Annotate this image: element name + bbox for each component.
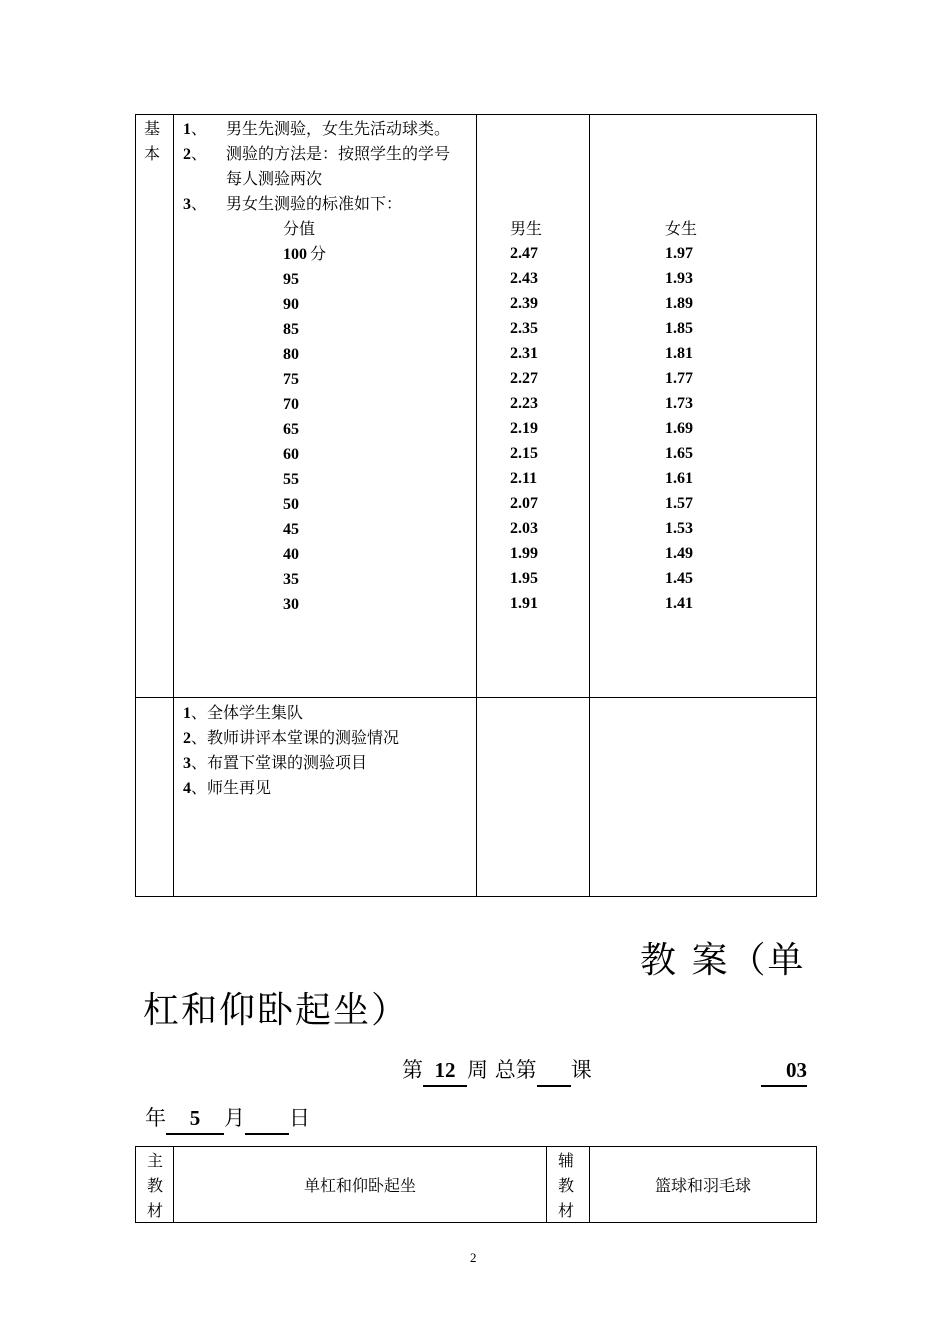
mat-divider-2 [546, 1146, 547, 1223]
item-number: 3 [183, 196, 191, 213]
table-border-left [135, 114, 136, 897]
header-female: 女生 [665, 219, 698, 238]
main-material-label-char: 主 [147, 1151, 164, 1170]
score-cell [283, 516, 299, 541]
score-value: 90 [283, 296, 299, 313]
aux-material-label-char: 教 [558, 1176, 575, 1195]
male-value: 2.47 [510, 245, 538, 262]
item-text: 师生再见 [207, 778, 272, 797]
score-cell [283, 266, 299, 291]
item-number: 3 [183, 755, 191, 772]
item-number: 2 [183, 730, 191, 747]
score-cell [283, 441, 299, 466]
score-value: 85 [283, 321, 299, 338]
page-title-line1: 教 案（单 [640, 940, 806, 981]
label-yue: 月 [224, 1106, 245, 1130]
item-number: 1 [183, 121, 191, 138]
section-label-char: 基 [144, 119, 161, 138]
female-value: 1.41 [665, 595, 693, 612]
label-zongdi: 总第 [494, 1058, 537, 1082]
male-value: 2.07 [510, 495, 538, 512]
page-number: 2 [470, 1250, 477, 1265]
score-value: 30 [283, 596, 299, 613]
item-sep: 、 [191, 194, 208, 213]
male-value: 2.31 [510, 345, 538, 362]
section-label-char: 本 [144, 144, 161, 163]
item-text: 男女生测验的标准如下： [226, 194, 403, 213]
female-value: 1.89 [665, 295, 693, 312]
score-value: 80 [283, 346, 299, 363]
mat-border-bottom [135, 1222, 817, 1223]
score-unit: 分 [310, 244, 327, 263]
list-item [183, 700, 303, 725]
female-value: 1.93 [665, 270, 693, 287]
male-value: 2.35 [510, 320, 538, 337]
label-zhou: 周 [467, 1058, 488, 1082]
female-value: 1.61 [665, 470, 693, 487]
score-cell [283, 241, 326, 266]
score-cell [283, 591, 299, 616]
score-cell [283, 566, 299, 591]
main-material-value: 单杠和仰卧起坐 [303, 1176, 416, 1195]
female-value: 1.57 [665, 495, 693, 512]
item-sep: 、 [191, 753, 208, 772]
list-item [183, 116, 207, 141]
score-value: 50 [283, 496, 299, 513]
mat-border-top [135, 1146, 817, 1147]
page-title-line2: 杠和仰卧起坐） [143, 990, 410, 1031]
female-value: 1.77 [665, 370, 693, 387]
week-value: 12 [423, 1055, 467, 1087]
lesson-value [537, 1055, 571, 1087]
male-value: 2.15 [510, 445, 538, 462]
score-value: 35 [283, 571, 299, 588]
male-value: 1.91 [510, 595, 538, 612]
male-value: 1.99 [510, 545, 538, 562]
header-score: 分值 [283, 219, 316, 238]
male-value: 2.43 [510, 270, 538, 287]
item-text: 布置下堂课的测验项目 [207, 753, 368, 772]
male-value: 2.03 [510, 520, 538, 537]
label-nian: 年 [145, 1106, 166, 1130]
table-col-divider-2 [476, 114, 477, 897]
table-col-divider-3 [589, 114, 590, 897]
label-ri: 日 [289, 1106, 310, 1130]
male-value: 2.19 [510, 420, 538, 437]
female-value: 1.49 [665, 545, 693, 562]
female-value: 1.85 [665, 320, 693, 337]
female-value: 1.81 [665, 345, 693, 362]
item-text: 每人测验两次 [226, 169, 323, 188]
item-number: 2 [183, 146, 191, 163]
item-number: 1 [183, 705, 191, 722]
male-value: 2.27 [510, 370, 538, 387]
female-value: 1.45 [665, 570, 693, 587]
score-cell [283, 491, 299, 516]
score-value: 75 [283, 371, 299, 388]
date-line [145, 1103, 310, 1135]
week-line [402, 1055, 592, 1087]
main-material-label-char: 教 [147, 1176, 164, 1195]
score-cell [283, 341, 299, 366]
female-value: 1.65 [665, 445, 693, 462]
label-ke: 课 [570, 1058, 592, 1082]
header-male: 男生 [510, 219, 543, 238]
item-sep: 、 [191, 144, 208, 163]
item-text: 男生先测验，女生先活动球类。 [226, 119, 451, 138]
item-sep: 、 [191, 778, 208, 797]
score-cell [283, 466, 299, 491]
item-sep: 、 [191, 728, 208, 747]
score-value: 65 [283, 421, 299, 438]
score-value: 40 [283, 546, 299, 563]
male-value: 2.23 [510, 395, 538, 412]
list-item [183, 141, 207, 166]
female-value: 1.53 [665, 520, 693, 537]
aux-material-label-char: 辅 [558, 1151, 575, 1170]
list-item [183, 191, 207, 216]
table-col-divider-1 [173, 114, 174, 897]
item-text: 全体学生集队 [207, 703, 304, 722]
aux-material-value: 篮球和羽毛球 [654, 1176, 751, 1195]
item-text: 教师讲评本堂课的测验情况 [207, 728, 400, 747]
aux-material-label-char: 材 [558, 1201, 575, 1220]
list-item [183, 775, 271, 800]
score-cell [283, 416, 299, 441]
mat-border-right [816, 1146, 817, 1223]
score-value: 60 [283, 446, 299, 463]
table-border-right [816, 114, 817, 897]
male-value: 2.39 [510, 295, 538, 312]
year-value: 03 [761, 1055, 807, 1087]
female-value: 1.73 [665, 395, 693, 412]
score-value: 45 [283, 521, 299, 538]
item-sep: 、 [191, 119, 208, 138]
score-cell [283, 391, 299, 416]
score-cell [283, 291, 299, 316]
month-value: 5 [166, 1103, 224, 1135]
item-sep: 、 [191, 703, 208, 722]
female-value: 1.69 [665, 420, 693, 437]
score-value: 70 [283, 396, 299, 413]
male-value: 2.11 [510, 470, 538, 487]
mat-border-left [135, 1146, 136, 1223]
item-number: 4 [183, 780, 191, 797]
score-cell [283, 316, 299, 341]
male-value: 1.95 [510, 570, 538, 587]
score-value: 100 [283, 246, 307, 263]
day-value [245, 1103, 289, 1135]
score-cell [283, 541, 299, 566]
label-di: 第 [402, 1058, 423, 1082]
list-item [183, 725, 399, 750]
year-line [761, 1055, 807, 1087]
main-material-label-char: 材 [147, 1201, 164, 1220]
score-value: 55 [283, 471, 299, 488]
score-cell [283, 366, 299, 391]
item-text: 测验的方法是：按照学生的学号 [226, 144, 451, 163]
list-item [183, 750, 367, 775]
female-value: 1.97 [665, 245, 693, 262]
score-value: 95 [283, 271, 299, 288]
